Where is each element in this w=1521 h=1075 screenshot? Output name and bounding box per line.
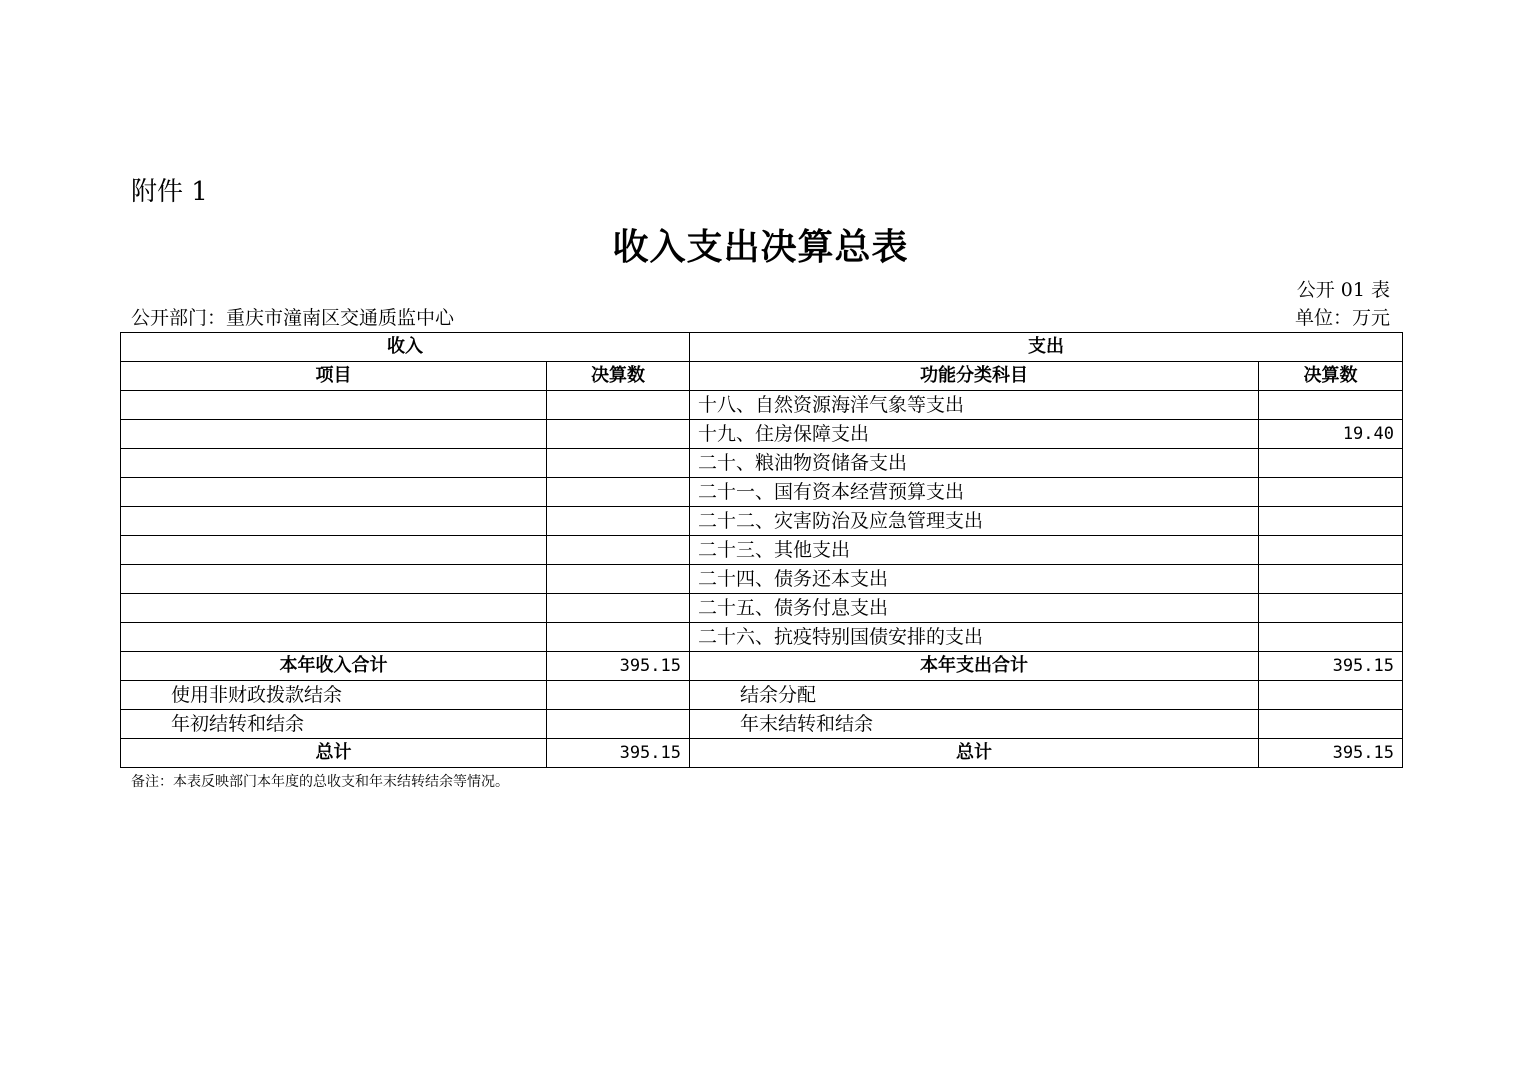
expense-item-cell: 十九、住房保障支出 — [690, 420, 1259, 449]
expense-item-header: 功能分类科目 — [690, 362, 1259, 391]
table-code: 公开 01 表 — [1296, 279, 1390, 301]
income-section-header: 收入 — [121, 333, 690, 362]
table-row — [121, 507, 1403, 536]
income-amount-cell — [547, 681, 690, 710]
income-item-cell — [121, 391, 547, 420]
expense-item-cell: 十八、自然资源海洋气象等支出 — [690, 391, 1259, 420]
income-item-cell — [121, 507, 547, 536]
expense-item-cell: 结余分配 — [690, 681, 1259, 710]
unit-label: 单位：万元 — [1294, 307, 1390, 329]
income-item-cell — [121, 449, 547, 478]
expense-amount-cell: 19.40 — [1259, 420, 1403, 449]
income-amount-cell — [547, 478, 690, 507]
expense-amount-cell — [1259, 623, 1403, 652]
year-total-row — [121, 652, 1403, 681]
year-income-total-label: 本年收入合计 — [121, 652, 547, 681]
income-amount-cell — [547, 420, 690, 449]
attachment-label: 附件 1 — [131, 177, 208, 207]
year-expense-total-amount: 395.15 — [1259, 652, 1403, 681]
year-income-total-amount: 395.15 — [547, 652, 690, 681]
expense-amount-cell — [1259, 594, 1403, 623]
expense-amount-cell — [1259, 536, 1403, 565]
expense-item-cell: 二十一、国有资本经营预算支出 — [690, 478, 1259, 507]
income-item-cell — [121, 594, 547, 623]
expense-item-cell: 二十三、其他支出 — [690, 536, 1259, 565]
expense-item-cell: 二十二、灾害防治及应急管理支出 — [690, 507, 1259, 536]
income-grand-total-label: 总计 — [121, 739, 547, 768]
expense-amount-cell — [1259, 710, 1403, 739]
income-item-cell — [121, 536, 547, 565]
year-expense-total-label: 本年支出合计 — [690, 652, 1259, 681]
income-item-cell — [121, 623, 547, 652]
income-amount-cell — [547, 507, 690, 536]
table-row — [121, 391, 1403, 420]
expense-grand-total-amount: 395.15 — [1259, 739, 1403, 768]
expense-amount-header: 决算数 — [1259, 362, 1403, 391]
income-amount-cell — [547, 391, 690, 420]
income-item-cell — [121, 420, 547, 449]
expense-item-cell: 二十六、抗疫特别国债安排的支出 — [690, 623, 1259, 652]
income-item-cell: 年初结转和结余 — [121, 710, 547, 739]
expense-amount-cell — [1259, 507, 1403, 536]
table-row — [121, 681, 1403, 710]
expense-amount-cell — [1259, 449, 1403, 478]
table-row — [121, 478, 1403, 507]
table-row — [121, 710, 1403, 739]
table-row — [121, 623, 1403, 652]
income-amount-cell — [547, 594, 690, 623]
table-row — [121, 449, 1403, 478]
income-item-cell — [121, 478, 547, 507]
expense-grand-total-label: 总计 — [690, 739, 1259, 768]
income-item-cell — [121, 565, 547, 594]
expense-section-header: 支出 — [690, 333, 1403, 362]
income-item-header: 项目 — [121, 362, 547, 391]
expense-item-cell: 二十四、债务还本支出 — [690, 565, 1259, 594]
expense-amount-cell — [1259, 478, 1403, 507]
table-row — [121, 420, 1403, 449]
budget-summary-table — [120, 332, 1403, 768]
income-amount-cell — [547, 449, 690, 478]
income-amount-cell — [547, 710, 690, 739]
income-amount-cell — [547, 623, 690, 652]
expense-amount-cell — [1259, 565, 1403, 594]
income-grand-total-amount: 395.15 — [547, 739, 690, 768]
table-row — [121, 536, 1403, 565]
table-column-header-row — [121, 362, 1403, 391]
expense-amount-cell — [1259, 681, 1403, 710]
table-section-header-row — [121, 333, 1403, 362]
department-label: 公开部门：重庆市潼南区交通质监中心 — [131, 307, 455, 329]
expense-item-cell: 年末结转和结余 — [690, 710, 1259, 739]
table-row — [121, 565, 1403, 594]
expense-item-cell: 二十、粮油物资储备支出 — [690, 449, 1259, 478]
grand-total-row — [121, 739, 1403, 768]
table-row — [121, 594, 1403, 623]
income-item-cell: 使用非财政拨款结余 — [121, 681, 547, 710]
page-title: 收入支出决算总表 — [612, 227, 909, 268]
table-note: 备注：本表反映部门本年度的总收支和年末结转结余等情况。 — [131, 774, 509, 790]
income-amount-header: 决算数 — [547, 362, 690, 391]
income-amount-cell — [547, 536, 690, 565]
expense-item-cell: 二十五、债务付息支出 — [690, 594, 1259, 623]
income-amount-cell — [547, 565, 690, 594]
expense-amount-cell — [1259, 391, 1403, 420]
